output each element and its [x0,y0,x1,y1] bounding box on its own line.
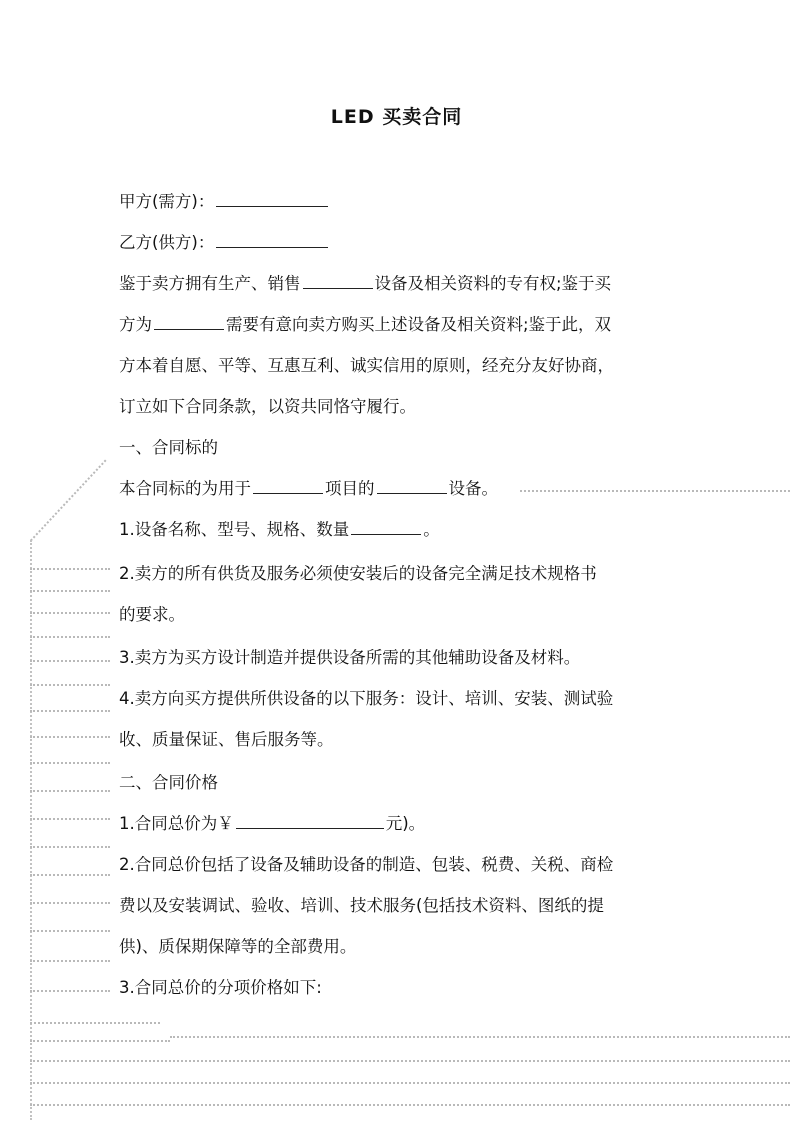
dotted-artifact-row [170,1036,790,1038]
list-item: 2.卖方的所有供货及服务必须使安装后的设备完全满足技术规格书 [119,564,597,583]
dotted-artifact-row [30,990,110,992]
paragraph-line: 方本着自愿、平等、互惠互利、诚实信用的原则，经充分友好协商， [119,356,614,375]
text: 需要有意向卖方购买上述设备及相关资料;鉴于此，双 [226,315,612,334]
text: 本合同标的为用于 [119,479,251,498]
paragraph-line [119,273,611,295]
list-item: 3.卖方为买方设计制造并提供设备所需的其他辅助设备及材料。 [119,648,581,667]
equipment-spec-blank[interactable] [351,520,421,535]
section-heading: 二、合同价格 [119,773,218,792]
dotted-artifact-row [30,1082,790,1084]
text: 设备。 [448,479,498,498]
list-item: 2.合同总价包括了设备及辅助设备的制造、包装、税费、关税、商检 [119,855,614,874]
text: 元)。 [385,814,426,833]
text: 鉴于卖方拥有生产、销售 [119,274,301,293]
dotted-artifact-row [30,710,110,712]
list-item: 供)、质保期保障等的全部费用。 [119,937,357,956]
text: 方为 [119,315,152,334]
section-heading: 一、合同标的 [119,438,218,457]
party-b-line [119,232,330,254]
text: 设备及相关资料的专有权;鉴于买 [374,274,612,293]
equipment-blank[interactable] [303,274,373,289]
dotted-artifact-row [520,490,790,492]
list-item: 收、质量保证、售后服务等。 [119,730,334,749]
party-b-blank[interactable] [216,233,328,248]
dotted-artifact-row [30,568,110,570]
dotted-artifact-row [30,590,110,592]
list-item: 费以及安装调试、验收、培训、技术服务(包括技术资料、图纸的提 [119,896,604,915]
paragraph-line [119,314,611,336]
dotted-artifact-row [30,902,110,904]
dotted-artifact-row [30,612,110,614]
dotted-artifact-row [30,1022,160,1024]
dotted-artifact-row [30,960,110,962]
party-b-label: 乙方(供方)： [119,233,215,252]
total-price-blank[interactable] [236,814,384,829]
dotted-artifact-column [30,540,32,1120]
dotted-artifact-row [30,1040,170,1042]
list-item: 的要求。 [119,605,185,624]
dotted-artifact-row [30,660,110,662]
dotted-artifact-row [30,736,110,738]
dotted-artifact-row [30,684,110,686]
party-a-label: 甲方(需方)： [119,192,215,211]
dotted-artifact-row [30,762,110,764]
dotted-artifact-row [30,636,110,638]
dotted-artifact-row [30,790,110,792]
dotted-artifact-diagonal [30,460,106,542]
paragraph-line [119,478,498,500]
dotted-artifact-row [30,874,110,876]
dotted-artifact-row [30,1104,790,1106]
text: 1.设备名称、型号、规格、数量 [119,520,350,539]
buyer-blank[interactable] [154,315,224,330]
party-a-blank[interactable] [216,192,328,207]
dotted-artifact-row [30,1060,790,1062]
text: 项目的 [325,479,375,498]
list-item [119,519,440,541]
text: 。 [423,520,440,539]
dotted-artifact-row [30,846,110,848]
party-a-line [119,191,330,213]
dotted-artifact-row [30,930,110,932]
list-item: 4.卖方向买方提供所供设备的以下服务：设计、培训、安装、测试验 [119,689,614,708]
document-title: LED 买卖合同 [330,106,463,128]
dotted-artifact-row [30,818,110,820]
equipment-type-blank[interactable] [377,479,447,494]
list-item [119,813,425,835]
paragraph-line: 订立如下合同条款，以资共同恪守履行。 [119,397,416,416]
text: 1.合同总价为￥ [119,814,234,833]
project-blank[interactable] [253,479,323,494]
list-item: 3.合同总价的分项价格如下: [119,978,322,997]
